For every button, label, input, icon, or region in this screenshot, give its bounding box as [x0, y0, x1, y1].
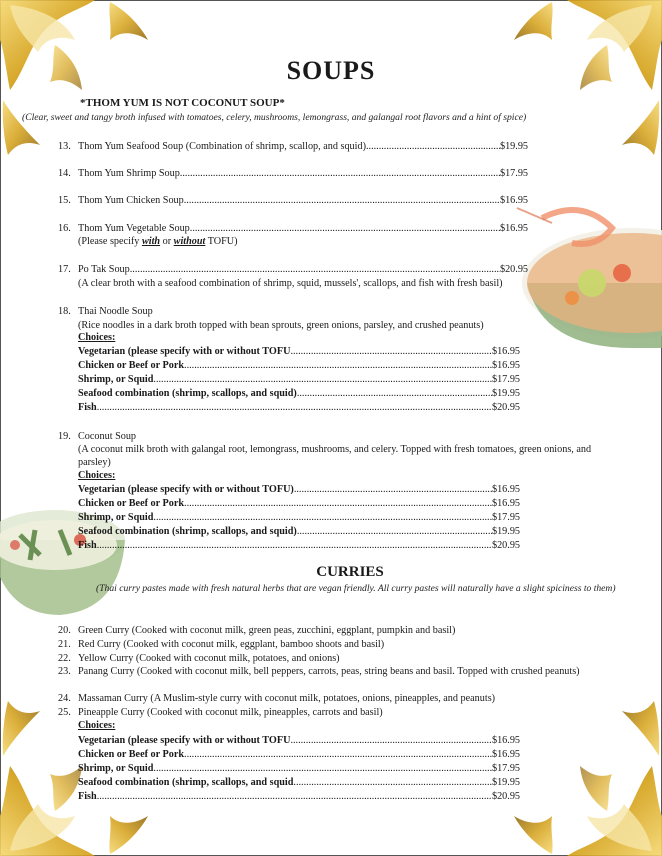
- menu-item-18: 18. Thai Noodle Soup: [58, 306, 153, 317]
- coconut-choice-vegetarian: Vegetarian (please specify with or without TOFU) ..... $16.95: [78, 483, 520, 496]
- noodle-choices-label: Choices:: [78, 332, 116, 343]
- menu-item-23: 23. Panang Curry (Cooked with coconut milk, bell peppers, carrots, peas, string beans and basil. Topped with crushed peanuts): [58, 666, 580, 677]
- menu-item-15: 15. Thom Yum Chicken Soup ..... $16.95: [58, 194, 528, 207]
- menu-item-20: 20. Green Curry (Cooked with coconut milk, green peas, zucchini, eggplant, pumpkin and basil): [58, 625, 456, 636]
- noodle-choice-chicken-beef-pork: Chicken or Beef or Pork ..... $16.95: [78, 359, 520, 372]
- section-title-curries: CURRIES: [316, 564, 384, 580]
- soups-description: (Clear, sweet and tangy broth infused with tomatoes, celery, mushrooms, lemongrass, and galangal root flavors and a hint of spice): [22, 112, 527, 123]
- coconut-choice-chicken-beef-pork: Chicken or Beef or Pork ..... $16.95: [78, 497, 520, 510]
- coconut-choice-fish: Fish ..... $20.95: [78, 539, 520, 552]
- curry-choices-label: Choices:: [78, 720, 116, 731]
- corner-ornament-bottom-right: [512, 696, 662, 856]
- menu-item-24: 24. Massaman Curry (A Muslim-style curry with coconut milk, potatoes, onions, pineapples, and peanuts): [58, 693, 496, 704]
- menu-item-18-note: (Rice noodles in a dark broth topped with bean sprouts, green onions, parsley, and crushed peanuts): [78, 320, 484, 331]
- curry-choice-vegetarian: Vegetarian (please specify with or without TOFU ..... $16.95: [78, 734, 520, 747]
- coconut-choice-shrimp-squid: Shrimp, or Squid ..... $17.95: [78, 511, 520, 524]
- curry-choice-seafood: Seafood combination (shrimp, scallops, and squid ..... $19.95: [78, 776, 520, 789]
- noodle-choice-fish: Fish ..... $20.95: [78, 401, 520, 414]
- curry-choice-chicken-beef-pork: Chicken or Beef or Pork ..... $16.95: [78, 748, 520, 761]
- page-title-soups: SOUPS: [286, 56, 376, 85]
- menu-item-17: 17. Po Tak Soup ..... $20.95: [58, 263, 528, 276]
- menu-item-25: 25. Pineapple Curry (Cooked with coconut milk, pineapples, carrots and basil): [58, 707, 383, 718]
- noodle-choice-seafood: Seafood combination (shrimp, scallops, and squid) ..... $19.95: [78, 387, 520, 400]
- coconut-choices-label: Choices:: [78, 470, 116, 481]
- noodle-choice-shrimp-squid: Shrimp, or Squid ..... $17.95: [78, 373, 520, 386]
- menu-item-22: 22. Yellow Curry (Cooked with coconut milk, potatoes, and onions): [58, 653, 340, 664]
- curry-choice-shrimp-squid: Shrimp, or Squid ..... $17.95: [78, 762, 520, 775]
- coconut-choice-seafood: Seafood combination (shrimp, scallops, and squid) ..... $19.95: [78, 525, 520, 538]
- menu-item-16-note: (Please specify with or without TOFU): [78, 236, 238, 247]
- menu-item-16: 16. Thom Yum Vegetable Soup ..... $16.95: [58, 222, 528, 235]
- noodle-choice-vegetarian: Vegetarian (please specify with or without TOFU ..... $16.95: [78, 345, 520, 358]
- menu-item-14: 14. Thom Yum Shrimp Soup ..... $17.95: [58, 167, 528, 180]
- menu-item-19-note: (A coconut milk broth with galangal root, lemongrass, mushrooms, and celery. Topped with fresh tomatoes, green onions, and parsley): [78, 444, 592, 468]
- menu-item-13: 13. Thom Yum Seafood Soup (Combination of shrimp, scallop, and squid) ..... $19.95: [58, 140, 528, 153]
- menu-item-19: 19. Coconut Soup: [58, 431, 137, 442]
- menu-item-21: 21. Red Curry (Cooked with coconut milk, eggplant, bamboo shoots and basil): [58, 639, 385, 650]
- curry-choice-fish: Fish ..... $20.95: [78, 790, 520, 803]
- thom-yum-notice: *THOM YUM IS NOT COCONUT SOUP*: [80, 97, 285, 109]
- menu-item-17-note: (A clear broth with a seafood combination of shrimp, squid, mussels', scallops, and fish with fresh basil): [78, 278, 503, 289]
- curries-description: (Thai curry pastes made with fresh natural herbs that are vegan friendly. All curry pastes will naturally have a slight spiciness to them): [96, 583, 616, 594]
